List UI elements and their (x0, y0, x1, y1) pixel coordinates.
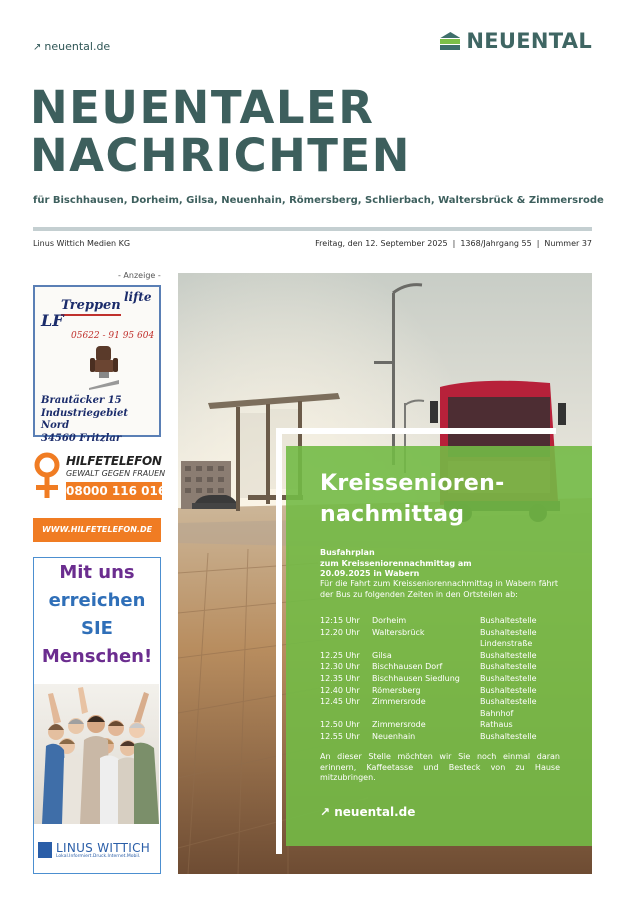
feature-link[interactable] (320, 805, 415, 819)
feature-link-text: neuental.de (334, 805, 416, 819)
logo-text: NEUENTAL (466, 29, 592, 53)
hilfe-title: HILFETELEFON (66, 454, 162, 468)
female-symbol-icon (33, 452, 61, 500)
ad-address-line2: Industriegebiet Nord (41, 407, 129, 431)
schedule-row: Bahnhof (480, 708, 514, 718)
issue-info-bar: Linus Wittich Medien KG Freitag, den 12. September 2025 | 1368/Jahrgang 55 | Nummer 37 (33, 239, 592, 248)
schedule-row: Lindenstraße (480, 639, 533, 649)
ad-mit-line4: Menschen! (41, 646, 153, 667)
header-divider (33, 227, 592, 231)
title-line-1: NEUENTALER (30, 81, 375, 134)
issue-date: Freitag, den 12. September 2025 (315, 239, 448, 248)
ad-address-line1: Brautäcker 15 (41, 395, 122, 406)
feature-heading-line3: 20.09.2025 in Wabern (320, 569, 420, 578)
schedule-row: 12.35 Uhr Bischhausen Siedlung Bushaltestelle (320, 673, 537, 683)
schedule-row: 12.30 Uhr Bischhausen Dorf Bushaltestelle (320, 662, 537, 672)
treppenlift-ad[interactable] (33, 285, 161, 444)
linus-wittich-name: LINUS WITTICH (56, 840, 151, 855)
schedule-row: 12.55 Uhr Neuenhain Bushaltestelle (320, 731, 537, 741)
website-link-text: neuental.de (44, 40, 111, 53)
website-link[interactable] (33, 40, 110, 53)
ad-mit-line1: Mit uns (59, 562, 135, 583)
linus-wittich-badge-icon (38, 842, 52, 858)
hilfetelefon-url[interactable]: WWW.HILFETELEFON.DE (33, 518, 161, 542)
hilfetelefon-ad[interactable] (33, 452, 167, 504)
ad-mit-line3: SIE (81, 618, 113, 639)
feature-intro: Für die Fahrt zum Kreisseniorennachmittag in Wabern fährt der Bus zu folgenden Zeiten in den Ortsteilen ab: (320, 579, 558, 599)
ad-lf-logo: LF (41, 311, 64, 330)
arrow-icon: ↗ (320, 805, 335, 819)
page-title (30, 81, 411, 182)
schedule-row: 12.50 Uhr Zimmersrode Rathaus (320, 720, 513, 730)
schedule-row: 12.20 Uhr Waltersbrück Bushaltestelle (320, 627, 537, 637)
feature-title-line2: nachmittag (320, 502, 465, 527)
ad-mit-line2: erreichen (48, 590, 146, 611)
ad-label: - Anzeige - (118, 271, 161, 280)
schedule-row: 12.45 Uhr Zimmersrode Bushaltestelle (320, 697, 537, 707)
linus-wittich-ad[interactable] (33, 557, 161, 874)
publisher: Linus Wittich Medien KG (33, 239, 131, 248)
schedule-row: 12.40 Uhr Römersberg Bushaltestelle (320, 685, 537, 695)
linus-wittich-tagline: Lokal.Informiert.Druck.Internet.Mobil. (56, 853, 141, 859)
arrow-icon: ↗ (33, 42, 42, 53)
feature-heading-line1: Busfahrplan (320, 548, 375, 557)
feature-heading-line2: zum Kreisseniorennachmittag am (320, 558, 472, 568)
page-subtitle: für Bischhausen, Dorheim, Gilsa, Neuenhain, Römersberg, Schlierbach, Waltersbrück & Zimmersrode (33, 195, 604, 206)
neuental-logo (440, 29, 592, 53)
ad-lifte-text: lifte (124, 290, 152, 304)
neuental-logo-icon (440, 31, 460, 51)
ad-treppen-text: Treppen (61, 298, 121, 316)
feature-title (320, 468, 505, 530)
linus-wittich-logo (38, 834, 156, 866)
issue-number: Nummer 37 (544, 239, 592, 248)
feature-title-line1: Kreissenioren- (320, 471, 505, 496)
schedule-row: 12:15 Uhr Dorheim Bushaltestelle (320, 616, 537, 625)
bus-schedule (320, 615, 570, 743)
ad-address-line3: 34560 Fritzlar (41, 432, 122, 444)
group-photo (34, 684, 159, 824)
stairlift-icon (87, 344, 121, 390)
issue-volume: 1368/Jahrgang 55 (460, 239, 532, 248)
title-line-2: NACHRICHTEN (30, 129, 411, 182)
hilfe-phone: 08000 116 016 (66, 484, 167, 498)
ad-phone: 05622 - 91 95 604 (71, 331, 155, 341)
feature-heading (320, 548, 472, 580)
hilfe-subtitle: GEWALT GEGEN FRAUEN (66, 469, 166, 478)
feature-article (286, 446, 592, 846)
feature-outro: An dieser Stelle möchten wir Sie noch einmal daran erinnern, Kaffeetasse und Besteck von zu Hause mitzubringen. (320, 752, 560, 782)
schedule-row: 12.25 Uhr Gilsa Bushaltestelle (320, 650, 537, 660)
ad-address (41, 395, 159, 445)
